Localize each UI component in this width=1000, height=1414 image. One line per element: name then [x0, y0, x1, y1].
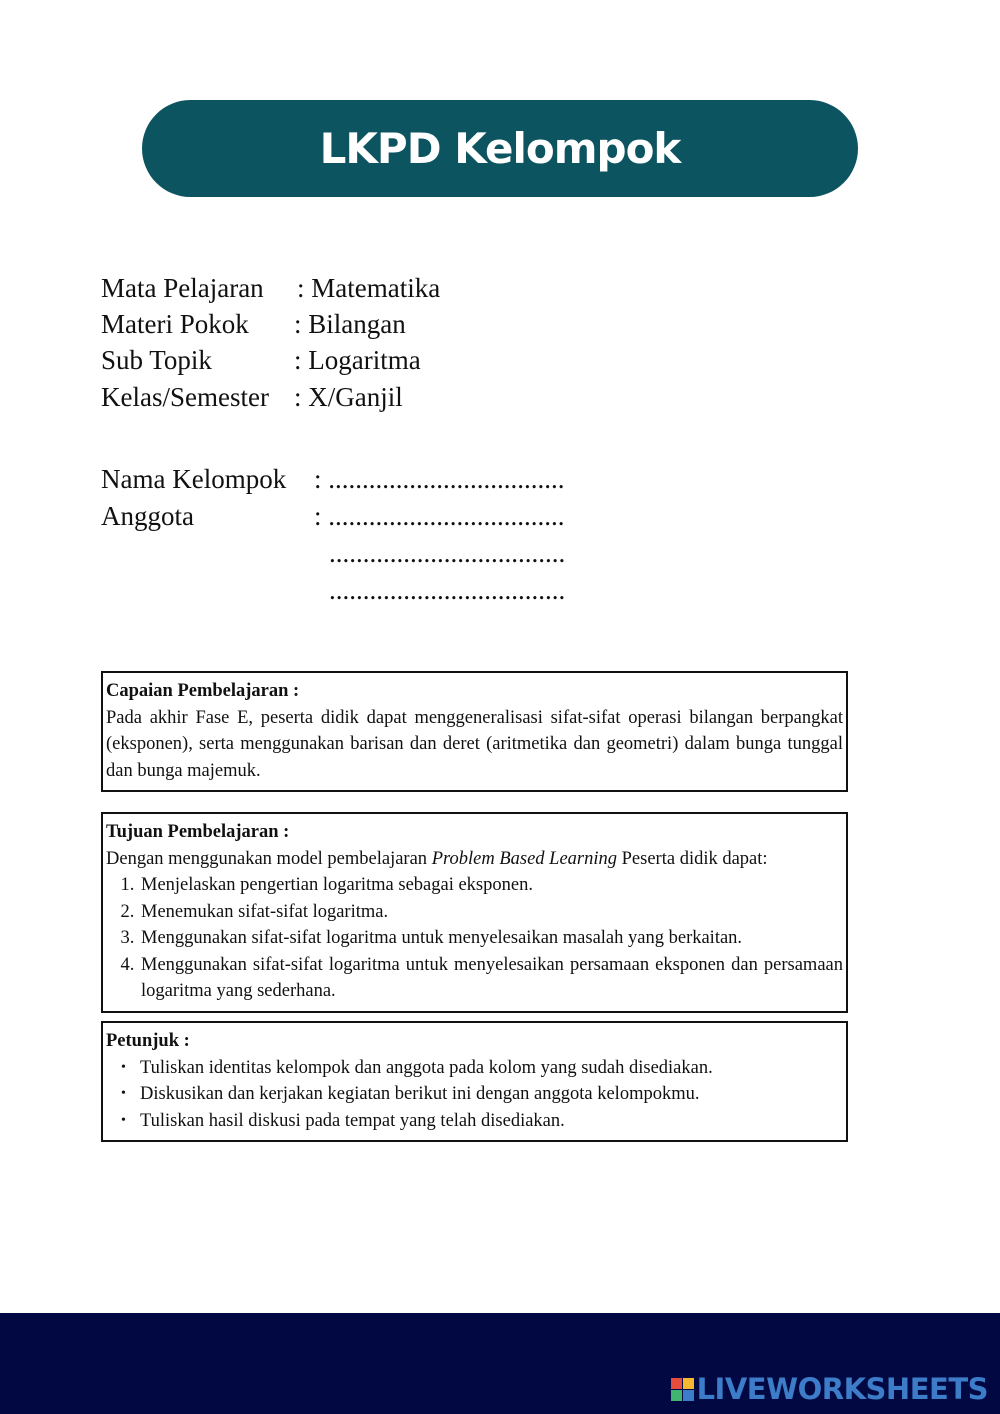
learning-objectives-box: [101, 812, 848, 1013]
list-item: 2. Menemukan sifat-sifat logaritma.: [139, 899, 843, 926]
members-label: Anggota: [101, 501, 194, 531]
info-value: : Bilangan: [294, 309, 406, 339]
info-label: Mata Pelajaran: [101, 273, 264, 303]
intro-text: Dengan menggunakan model pembelajaran: [106, 848, 432, 869]
liveworksheets-logo[interactable]: [671, 1372, 988, 1406]
intro-text: Peserta didik dapat:: [617, 848, 768, 869]
learning-outcomes-title: Capaian Pembelajaran :: [106, 681, 300, 701]
group-name-label: Nama Kelompok: [101, 464, 287, 494]
list-item: • Tuliskan identitas kelompok dan anggota pada kolom yang sudah disediakan.: [140, 1055, 843, 1082]
info-label: Materi Pokok: [101, 309, 249, 339]
list-item: • Diskusikan dan kerjakan kegiatan berikut ini dengan anggota kelompokmu.: [140, 1081, 843, 1108]
brand-name: LIVEWORKSHEETS: [696, 1372, 988, 1406]
logo-block: [671, 1390, 682, 1401]
list-item: 1. Menjelaskan pengertian logaritma sebagai eksponen.: [139, 872, 843, 899]
page-title: LKPD Kelompok: [319, 124, 681, 173]
member-field[interactable]: ...................................: [329, 575, 566, 605]
logo-block: [683, 1378, 694, 1389]
logo-block: [671, 1378, 682, 1389]
instructions-box: [101, 1021, 848, 1142]
info-value: : Matematika: [297, 273, 441, 303]
info-value: : X/Ganjil: [294, 382, 403, 412]
list-item: 4. Menggunakan sifat-sifat logaritma untuk menyelesaikan persamaan eksponen dan persamaan logaritma yang sederhana.: [139, 952, 843, 1005]
learning-objectives-intro: [106, 846, 843, 873]
learning-outcomes-box: [101, 671, 848, 792]
group-name-field[interactable]: : ...................................: [314, 464, 565, 494]
list-item: • Tuliskan hasil diskusi pada tempat yang telah disediakan.: [140, 1108, 843, 1135]
learning-outcomes-text: Pada akhir Fase E, peserta didik dapat menggeneralisasi sifat-sifat operasi bilangan berpangkat (eksponen), serta menggunakan barisan dan deret (aritmetika dan geometri) dalam bunga tunggal dan bunga majemuk.: [106, 707, 843, 781]
info-value: : Logaritma: [294, 345, 421, 375]
intro-model: Problem Based Learning: [431, 848, 618, 869]
logo-block: [683, 1390, 694, 1401]
member-field[interactable]: ...................................: [329, 538, 566, 568]
instructions-list: [106, 1055, 843, 1135]
logo-blocks-icon: [671, 1378, 694, 1401]
info-label: Kelas/Semester: [101, 382, 269, 412]
instructions-title: Petunjuk :: [106, 1031, 190, 1051]
list-item: 3. Menggunakan sifat-sifat logaritma untuk menyelesaikan masalah yang berkaitan.: [139, 925, 843, 952]
title-banner: [142, 100, 858, 197]
info-label: Sub Topik: [101, 345, 212, 375]
learning-objectives-title: Tujuan Pembelajaran :: [106, 822, 290, 842]
member-field[interactable]: : ...................................: [314, 501, 565, 531]
objectives-list: [106, 872, 843, 1005]
footer-bar: [0, 1313, 1000, 1414]
